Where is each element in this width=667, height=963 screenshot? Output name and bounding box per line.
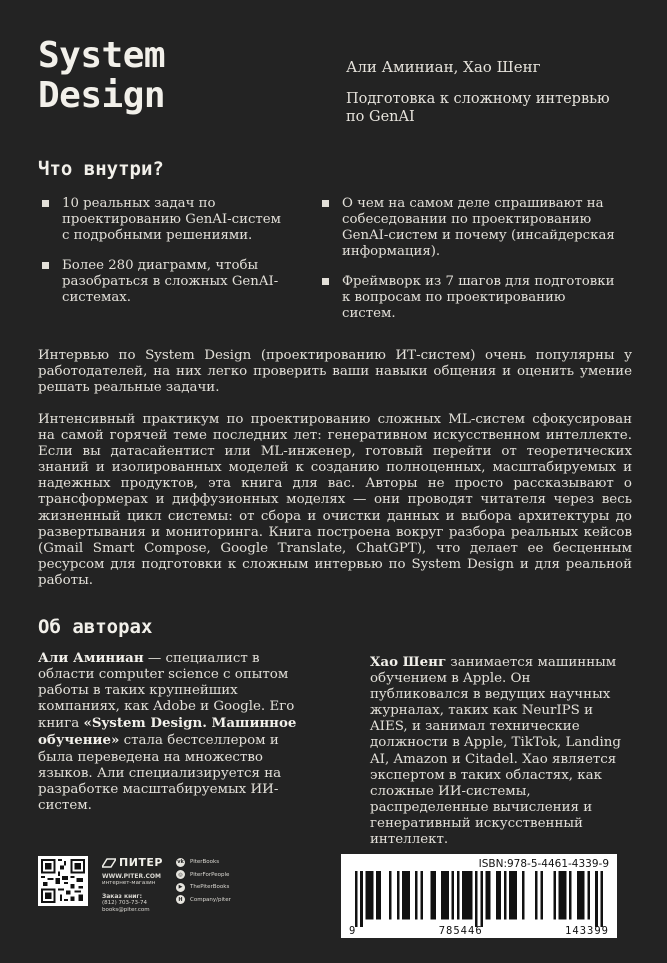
barcode-bar [535, 871, 538, 920]
barcode-bar [467, 871, 470, 920]
publisher-logo: ПИТЕР [102, 856, 163, 869]
barcode-bar [407, 871, 410, 920]
barcode-bar [480, 871, 483, 927]
barcode-bar [486, 871, 489, 920]
barcode-bar [397, 871, 400, 920]
barcode-digits [349, 925, 609, 937]
social-item: ◎ PiterForPeople [176, 869, 231, 882]
author-name: Хао Шенг [370, 654, 447, 670]
piter-logo-icon [102, 858, 116, 868]
barcode-bar [580, 871, 583, 920]
author-name: Али Аминиан [38, 650, 144, 666]
book-title [38, 36, 165, 116]
barcode-bar [444, 871, 447, 920]
barcode-digit-group: 9 [349, 925, 357, 937]
barcode-bar [514, 871, 517, 920]
barcode-bar [431, 871, 434, 920]
book-reference: «System Design. Машинное обучение» [38, 715, 297, 749]
square-bullet-icon [322, 200, 329, 207]
barcode-bar [465, 871, 468, 920]
square-bullet-icon [42, 200, 49, 207]
barcode-bar [360, 871, 363, 927]
barcode-bar [540, 871, 543, 920]
description-paragraph-1: Интервью по System Design (проектированию ИТ-систем) очень популярны у работодателей, на них легко проверить ваши навыки общения и оценить умение решать реальные задачи. [38, 348, 632, 396]
subtitle: Подготовка к сложному интервью по GenAI [346, 91, 610, 125]
barcode-bar [368, 871, 371, 920]
square-bullet-icon [322, 278, 329, 285]
barcode-bar [470, 871, 473, 920]
qr-code-icon [41, 859, 85, 903]
bullet-item: 10 реальных задач по проектированию GenAI-систем с подробными решениями. [42, 196, 292, 244]
social-icon: ◎ [176, 870, 185, 879]
barcode-bar [553, 871, 556, 920]
barcode-bar [561, 871, 564, 920]
barcode-bar [569, 871, 572, 920]
barcode-bar [389, 871, 392, 920]
social-item: H Company/piter [176, 894, 231, 907]
order-contacts: Заказ книг: (812) 703-73-74 books@piter.com [102, 893, 150, 913]
barcode-bar [446, 871, 449, 920]
vk-icon: vk [177, 859, 184, 866]
whats-inside-heading: Что внутри? [38, 158, 164, 180]
barcode-bar [405, 871, 408, 920]
isbn-barcode [341, 854, 617, 938]
barcode-bar [441, 871, 444, 920]
barcode-bar [457, 871, 460, 920]
social-item: vk PiterBooks [177, 859, 220, 866]
barcode-bar [475, 871, 478, 927]
barcode-bar [496, 871, 499, 920]
barcode-bar [433, 871, 436, 920]
title-line-1: System [38, 35, 166, 76]
barcode-bar [462, 871, 465, 920]
barcode-bar [582, 871, 585, 920]
barcode-digit-group: 785446 [438, 925, 483, 937]
barcode-bar [559, 871, 562, 920]
barcode-digit-group: 143399 [565, 925, 609, 937]
barcode-bar [365, 871, 368, 920]
barcode-bar [587, 871, 590, 920]
square-bullet-icon [42, 262, 49, 269]
author-bio-aminian: Али Аминиан — специалист в области computer science с опытом работы в таких крупнейших компаниях, как Adobe и Google. Его книга «System Design. Машинное обучение» стала бестселлером и была переведена на множество языков. Али специализируется на разработке масштабируемых ИИ-систем. [38, 650, 297, 813]
bullet-item: Более 280 диаграмм, чтобы разобраться в сложных GenAI-системах. [42, 258, 292, 306]
barcode-bar [564, 871, 567, 920]
description-paragraph-2: Интенсивный практикум по проектированию сложных ML-систем сфокусирован на самой горячей теме последних лет: генеративном искусственном интеллекте. Если вы датасайентист или ML-инженер, готовый перейти от теоретических знаний и изолированных моделей к созданию полноценных, масштабируемых и надежных продуктов, эта книга для вас. Авторы не просто рассказывают о трансформерах и диффузионных моделях — они проводят читателя через весь жизненный цикл системы: от сбора и очистки данных и выбора архитектуры до развертывания и мониторинга. Книга построена вокруг разбора реальных кейсов (Gmail Smart Compose, Google Translate, ChatGPT), что делает ее бесценным ресурсом для подготовки к сложным интервью по System Design и для реальной работы. [38, 412, 632, 588]
barcode-bar [415, 871, 418, 920]
habr-icon: H [176, 895, 185, 904]
barcode-bar [371, 871, 374, 920]
barcode-bar [522, 871, 525, 920]
inside-bullets-right [322, 196, 622, 336]
author-bio-sheng: Хао Шенг занимается машинным обучением в Apple. Он публиковался в ведущих научных журналах, таких как NeurIPS и AIES, и занимал технические должности в Apple, TikTok, Landing AI, Amazon и Citadel. Хао является экспертом в таких областях, как сложные ИИ-системы, распределенные вычисления и генеративный искусственный интеллект. [370, 654, 621, 848]
barcode-bar [595, 871, 598, 927]
barcode-bar [504, 871, 507, 920]
barcode-bar [402, 871, 405, 920]
title-line-2: Design [38, 75, 166, 116]
inside-bullets-left [42, 196, 292, 320]
about-authors-heading: Об авторах [38, 616, 153, 638]
isbn-number: ISBN:978-5-4461-4339-9 [478, 858, 609, 870]
barcode-bar [512, 871, 515, 920]
authors: Али Аминиан, Хао Шенг [346, 58, 541, 76]
bullet-item: Фреймворк из 7 шагов для подготовки к вопросам по проектированию систем. [322, 274, 622, 322]
youtube-icon: ▶ [176, 883, 185, 892]
publisher-website: WWW.PITER.COM интернет-магазин [102, 873, 161, 886]
barcode-bar [376, 871, 379, 920]
barcode-icon [355, 871, 603, 927]
barcode-bar [600, 871, 603, 927]
barcode-bar [488, 871, 491, 920]
barcode-bar [355, 871, 358, 927]
qr-code [38, 856, 88, 906]
barcode-bar [452, 871, 455, 920]
barcode-bar [577, 871, 580, 920]
barcode-bar [420, 871, 423, 920]
social-links [176, 856, 231, 906]
bullet-item: О чем на самом деле спрашивают на собеседовании по проектированию GenAI-систем и почему (инсайдерская информация). [322, 196, 622, 260]
barcode-bar [509, 871, 512, 920]
barcode-bar [378, 871, 381, 920]
barcode-bar [499, 871, 502, 920]
social-item: ▶ ThePiterBooks [176, 881, 231, 894]
